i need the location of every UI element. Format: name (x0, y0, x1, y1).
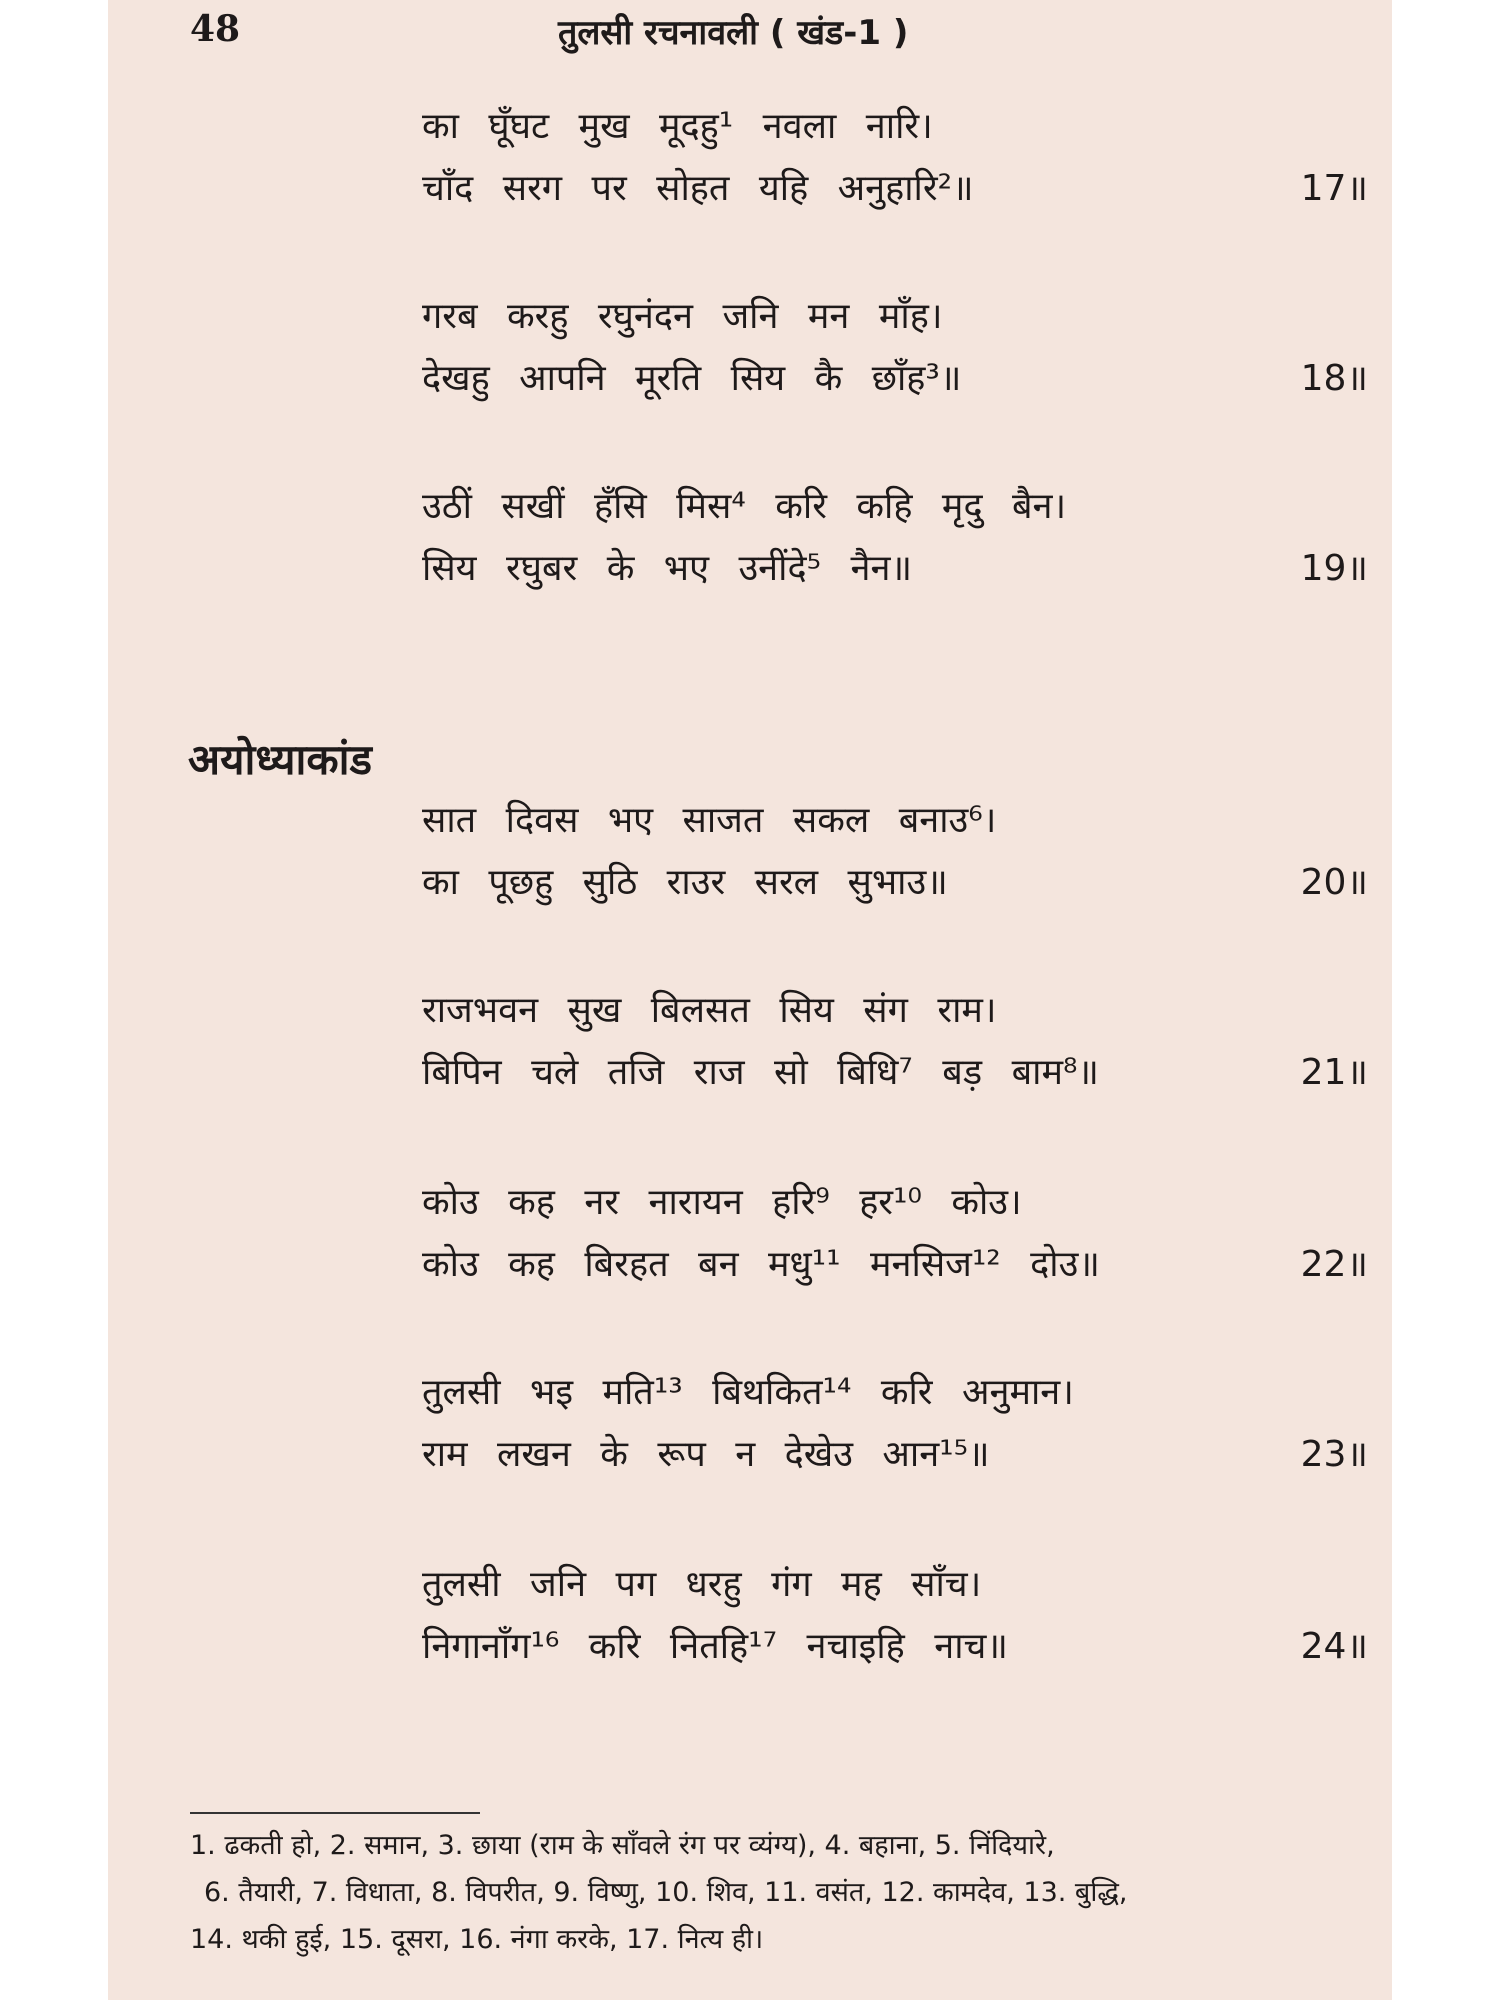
verse-number: 24॥ (1300, 1626, 1368, 1667)
verse-line: तुलसी जनि पग धरहु गंग मह साँच। (422, 1564, 982, 1605)
verse-line: राम लखन के रूप न देखेउ आन¹⁵॥ (422, 1434, 990, 1475)
verse-line: देखहु आपनि मूरति सिय कै छाँह³॥ (422, 358, 962, 399)
verse-18 (422, 290, 1382, 414)
verse-22 (422, 1176, 1382, 1300)
verse-line: सात दिवस भए साजत सकल बनाउ⁶। (422, 800, 997, 841)
verse-line: कोउ कह बिरहत बन मधु¹¹ मनसिज¹² दोउ॥ (422, 1244, 1100, 1285)
verse-line: कोउ कह नर नारायन हरि⁹ हर¹⁰ कोउ। (422, 1182, 1022, 1223)
footnote-line: 14. थकी हुई, 15. दूसरा, 16. नंगा करके, 17. नित्य ही। (190, 1924, 764, 1955)
verse-line: राजभवन सुख बिलसत सिय संग राम। (422, 990, 997, 1031)
verse-line: उठीं सखीं हँसि मिस⁴ करि कहि मृदु बैन। (422, 486, 1067, 527)
section-heading: अयोध्याकांड (188, 735, 372, 784)
verse-number: 22॥ (1300, 1244, 1368, 1285)
verse-number: 23॥ (1300, 1434, 1368, 1475)
page-margin-left (0, 0, 108, 2000)
verse-number: 19॥ (1300, 548, 1368, 589)
verse-line: निगानाँग¹⁶ करि नितहि¹⁷ नचाइहि नाच॥ (422, 1626, 1008, 1667)
verse-number: 21॥ (1300, 1052, 1368, 1093)
verse-line: का घूँघट मुख मूदहु¹ नवला नारि। (422, 106, 933, 147)
verse-number: 20॥ (1300, 862, 1368, 903)
verse-line: का पूछहु सुठि राउर सरल सुभाउ॥ (422, 862, 948, 903)
verse-21 (422, 984, 1382, 1108)
page-margin-right (1392, 0, 1500, 2000)
verse-23 (422, 1366, 1382, 1490)
book-page (108, 0, 1392, 2000)
verse-17 (422, 100, 1382, 224)
footnote-line: 6. तैयारी, 7. विधाता, 8. विपरीत, 9. विष्णु, 10. शिव, 11. वसंत, 12. कामदेव, 13. बुद्धि, (204, 1877, 1128, 1908)
verse-19 (422, 480, 1382, 604)
footnotes (190, 1822, 1490, 1963)
verse-line: गरब करहु रघुनंदन जनि मन माँह। (422, 296, 943, 337)
verse-24 (422, 1558, 1382, 1682)
footnote-line: 1. ढकती हो, 2. समान, 3. छाया (राम के साँवले रंग पर व्यंग्य), 4. बहाना, 5. निंदियारे, (190, 1830, 1055, 1861)
verse-line: सिय रघुबर के भए उनींदे⁵ नैन॥ (422, 548, 913, 589)
verse-line: बिपिन चले तजि राज सो बिधि⁷ बड़ बाम⁸॥ (422, 1052, 1099, 1093)
verse-number: 17॥ (1300, 168, 1368, 209)
verse-20 (422, 794, 1382, 918)
verse-line: चाँद सरग पर सोहत यहि अनुहारि²॥ (422, 168, 974, 209)
running-head-title: तुलसी रचनावली ( खंड-1 ) (558, 13, 909, 53)
page-number: 48 (190, 8, 241, 50)
footnote-divider (190, 1812, 480, 1814)
verse-number: 18॥ (1300, 358, 1368, 399)
verse-line: तुलसी भइ मति¹³ बिथकित¹⁴ करि अनुमान। (422, 1372, 1074, 1413)
